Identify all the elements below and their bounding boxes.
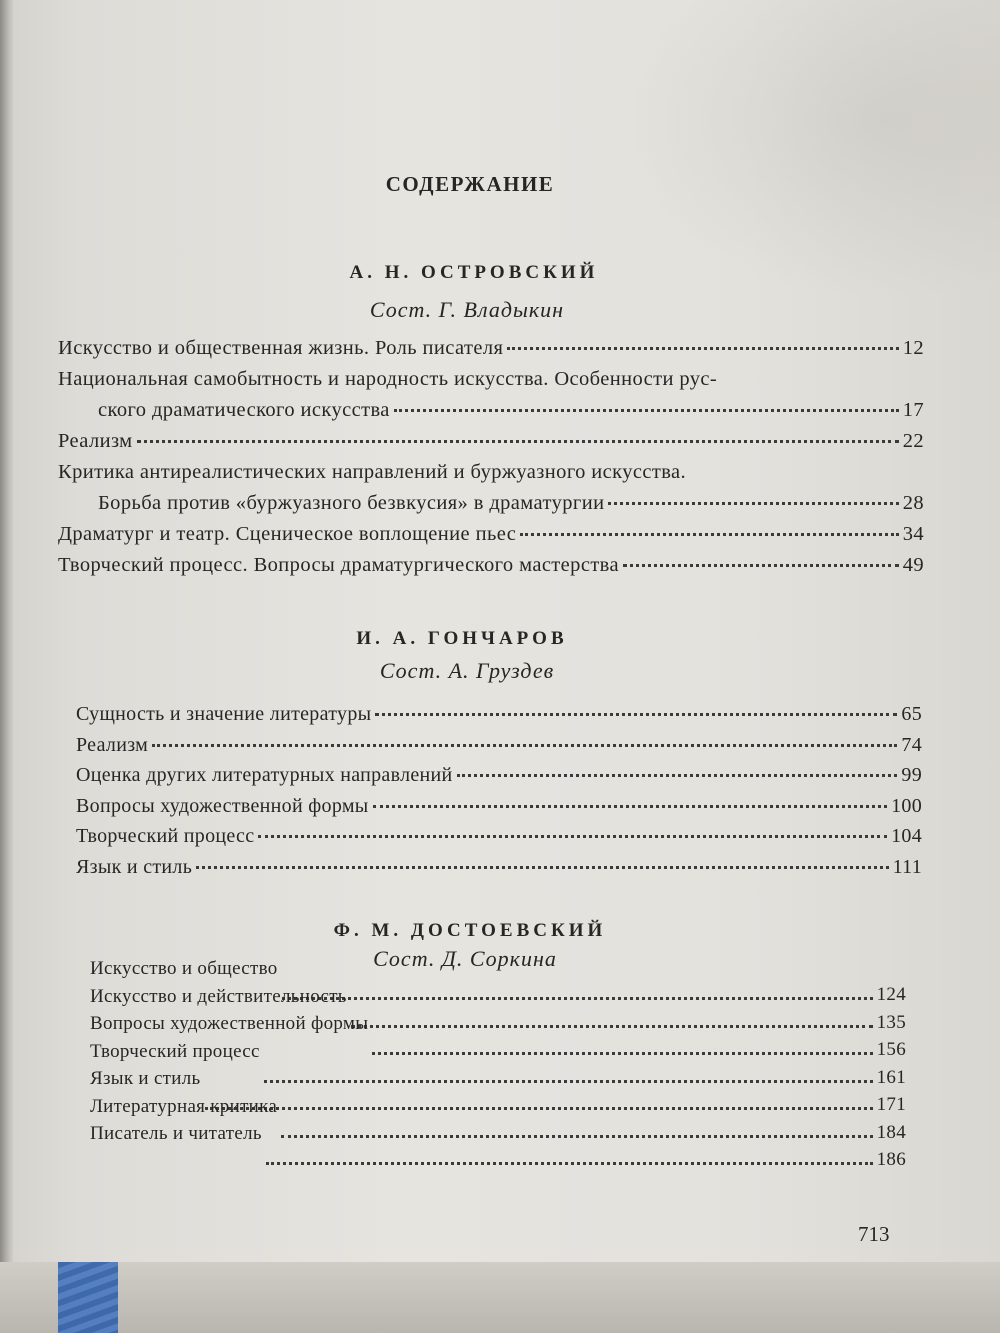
dot-leader: [258, 834, 887, 838]
dot-leader: [394, 408, 899, 412]
entry-title: Язык и стиль: [90, 1068, 201, 1089]
entry-title: Вопросы художественной формы: [76, 794, 369, 817]
section-entries: [58, 337, 924, 585]
entry-title: Вопросы художественной формы: [90, 1013, 369, 1034]
toc-entry[interactable]: [58, 523, 924, 554]
entry-title: Творческий процесс: [76, 825, 255, 847]
section-entries: [76, 703, 922, 886]
entry-title: Творческий процесс. Вопросы драматургического мастерства: [58, 554, 619, 576]
section-compiler: Сост. А. Груздев: [379, 658, 555, 683]
entry-title: Искусство и общественная жизнь. Роль писателя: [58, 337, 504, 359]
entry-title: Реализм: [76, 733, 149, 756]
dot-leader: [137, 439, 899, 443]
entry-title: Критика антиреалистических направлений и буржуазного искусства.: [58, 461, 687, 483]
dot-leader: [375, 712, 897, 716]
entry-title: Литературная критика: [90, 1095, 278, 1117]
dot-leader: [623, 563, 899, 567]
toc-entry[interactable]: [76, 703, 922, 734]
entry-title: Драматург и театр. Сценическое воплощение пьес: [58, 523, 517, 545]
entry-page: 186: [876, 1149, 906, 1170]
bookmark-ribbon: [58, 1262, 118, 1333]
page-bottom-edge: [0, 1262, 1000, 1333]
toc-entry[interactable]: [58, 337, 924, 368]
entry-page: 135: [876, 1011, 906, 1033]
page-number: 713: [858, 1222, 890, 1246]
entry-title: Искусство и действительность: [90, 985, 347, 1007]
toc-entry[interactable]: [76, 856, 922, 887]
section-compiler: Сост. Г. Владыкин: [369, 297, 565, 322]
section-author: А. Н. ОСТРОВСКИЙ: [349, 262, 599, 283]
toc-entry[interactable]: [76, 825, 922, 856]
dot-leader: [373, 804, 888, 808]
entry-title: Искусство и общество: [90, 958, 278, 979]
section-author: И. А. ГОНЧАРОВ: [356, 628, 568, 649]
entry-page: 34: [902, 523, 924, 545]
dot-leader: [608, 501, 898, 505]
entry-page: 74: [901, 733, 922, 756]
dot-leader: [520, 532, 898, 536]
toc-entry[interactable]: [76, 764, 922, 795]
entry-page: 65: [901, 703, 922, 725]
entry-page: 161: [876, 1066, 906, 1088]
section-entries: [90, 958, 906, 1170]
dot-leader: [457, 773, 898, 777]
entry-page: 124: [876, 984, 906, 1005]
entry-title: Язык и стиль: [76, 855, 193, 878]
entry-title: Писатель и читатель: [90, 1123, 262, 1144]
page-title: СОДЕРЖАНИЕ: [385, 172, 555, 196]
entry-title: Творческий процесс: [90, 1040, 260, 1062]
dot-leader: [266, 1161, 873, 1165]
toc-entry[interactable]: [58, 368, 924, 430]
entry-title: Национальная самобытность и народность искусства. Особенности рус-: [58, 368, 718, 390]
entry-page: 22: [902, 430, 924, 452]
entry-page: 49: [902, 554, 924, 576]
entry-page: 171: [876, 1094, 906, 1115]
toc-entry[interactable]: [58, 430, 924, 461]
entry-page: 156: [876, 1039, 906, 1060]
dot-leader: [196, 865, 888, 869]
section-compiler: Сост. Д. Соркина: [373, 946, 557, 971]
entry-title: Оценка других литературных направлений: [76, 764, 453, 786]
dot-leader: [507, 346, 898, 350]
entry-page: 111: [892, 855, 922, 878]
entry-title: Реализм: [58, 430, 133, 452]
entry-title-continued: ского драматического искусства: [98, 399, 390, 421]
entry-page: 100: [891, 794, 922, 817]
dot-leader: [152, 743, 897, 747]
toc-entry[interactable]: [90, 1123, 906, 1170]
entry-page: 184: [876, 1121, 906, 1143]
entry-title-continued: Борьба против «буржуазного безвкусия» в драматургии: [98, 492, 605, 514]
entry-page: 17: [902, 399, 924, 421]
entry-page: 99: [901, 764, 922, 786]
entry-page: 104: [891, 825, 922, 847]
toc-entry[interactable]: [76, 734, 922, 765]
section-author: Ф. М. ДОСТОЕВСКИЙ: [333, 920, 607, 941]
entry-page: 12: [902, 337, 924, 359]
entry-title: Сущность и значение литературы: [76, 703, 372, 725]
toc-entry[interactable]: [58, 554, 924, 585]
toc-entry[interactable]: [76, 795, 922, 826]
toc-entry[interactable]: [58, 461, 924, 523]
entry-page: 28: [902, 492, 924, 514]
